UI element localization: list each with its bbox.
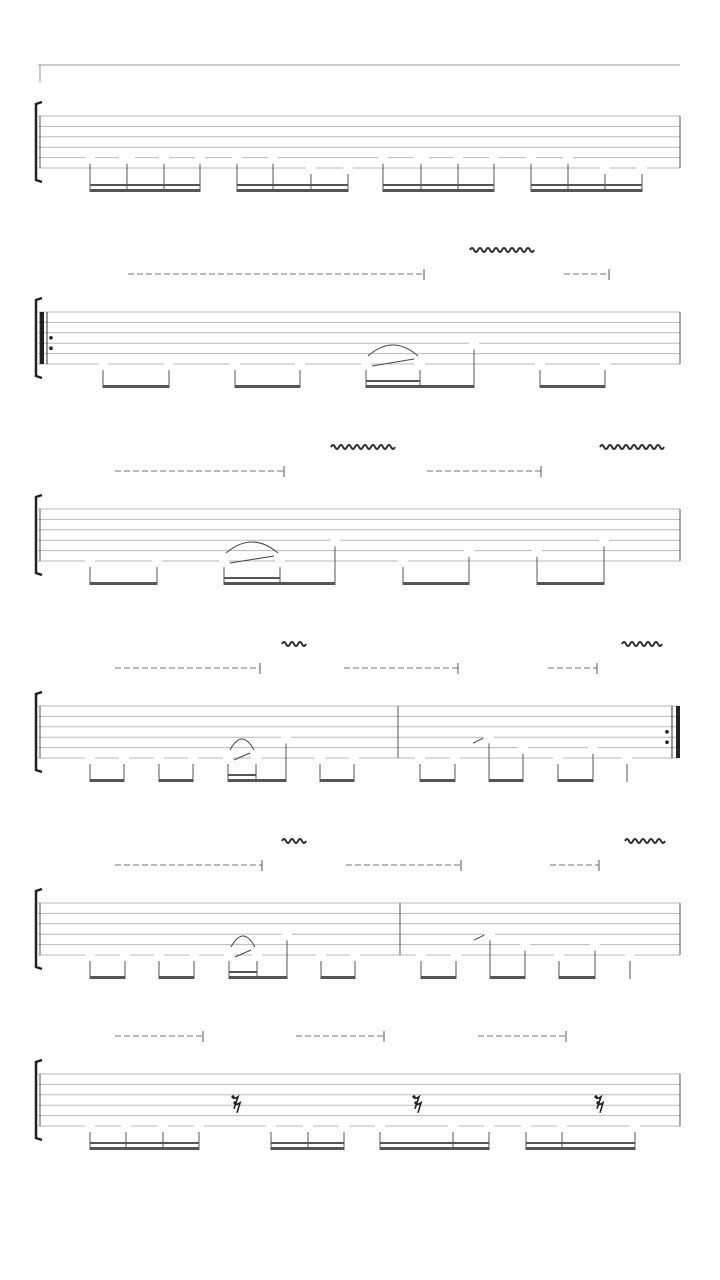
fret-backdrop	[557, 1119, 567, 1132]
fret-backdrop	[85, 948, 95, 961]
beam-secondary	[531, 184, 642, 186]
slur	[230, 739, 254, 750]
beam	[537, 582, 604, 585]
beam-secondary	[237, 184, 348, 186]
repeat-dot	[665, 730, 669, 734]
rest-dot	[414, 1101, 417, 1104]
slide-in-line	[474, 935, 484, 940]
system-bracket	[36, 495, 42, 575]
fret-backdrop	[154, 751, 164, 764]
fret-backdrop	[521, 1119, 531, 1132]
fret-backdrop	[485, 927, 495, 940]
beam	[90, 582, 157, 585]
beam	[420, 779, 455, 782]
fret-backdrop	[349, 751, 359, 764]
rest-dot	[594, 1095, 597, 1098]
fret-backdrop	[532, 544, 542, 557]
beam	[531, 189, 642, 192]
fret-backdrop	[159, 151, 169, 164]
beam-secondary	[229, 971, 257, 973]
beam-secondary	[90, 1142, 199, 1144]
fret-backdrop	[630, 1119, 640, 1132]
pinch-harmonic-wave	[622, 642, 662, 646]
fret-backdrop	[164, 357, 174, 370]
system-bracket	[36, 692, 42, 772]
beam-secondary	[90, 184, 200, 186]
beam-secondary	[224, 577, 280, 579]
fret-backdrop	[232, 151, 242, 164]
fret-backdrop	[518, 741, 528, 754]
pinch-harmonic-wave	[282, 839, 306, 843]
fret-backdrop	[448, 1119, 458, 1132]
fret-backdrop	[303, 1119, 313, 1132]
fret-backdrop	[398, 554, 408, 567]
fret-backdrop	[622, 751, 632, 764]
fret-backdrop	[119, 151, 135, 164]
fret-backdrop	[251, 751, 261, 764]
fret-backdrop	[189, 948, 199, 961]
system-bracket	[36, 889, 42, 969]
rest-dot	[596, 1101, 599, 1104]
beam-secondary	[526, 1142, 635, 1144]
fret-backdrop	[361, 357, 371, 370]
fret-backdrop	[484, 730, 494, 743]
repeat-dot	[665, 740, 669, 744]
fret-backdrop	[330, 533, 340, 546]
fret-backdrop	[281, 730, 291, 743]
beam	[558, 779, 593, 782]
beam-secondary	[380, 1142, 489, 1144]
fret-backdrop	[464, 544, 474, 557]
beam	[90, 779, 124, 782]
fret-backdrop	[489, 151, 499, 164]
fret-backdrop	[188, 751, 198, 764]
beam	[380, 1147, 489, 1150]
fret-backdrop	[343, 161, 353, 174]
fret-backdrop	[252, 948, 262, 961]
fret-backdrop	[453, 151, 463, 164]
fret-backdrop	[154, 948, 164, 961]
fret-backdrop	[85, 554, 95, 567]
beam	[235, 385, 300, 388]
fret-backdrop	[158, 1119, 168, 1132]
fret-backdrop	[306, 161, 316, 174]
beam-secondary	[228, 774, 256, 776]
beam	[103, 385, 169, 388]
rest-dot	[412, 1095, 415, 1098]
beam	[320, 779, 354, 782]
beam-secondary	[383, 184, 494, 186]
rest-dot	[231, 1095, 234, 1098]
fret-backdrop	[451, 948, 461, 961]
fret-backdrop	[119, 751, 129, 764]
fret-backdrop	[535, 357, 545, 370]
fret-backdrop	[339, 1119, 349, 1132]
fret-backdrop	[295, 357, 305, 370]
fret-backdrop	[85, 151, 95, 164]
fret-backdrop	[85, 1119, 95, 1132]
fret-backdrop	[484, 1119, 494, 1132]
pinch-harmonic-wave	[282, 642, 306, 646]
slur	[231, 936, 255, 947]
beam	[237, 189, 348, 192]
beam	[159, 976, 194, 979]
fret-backdrop	[625, 948, 635, 961]
repeat-dot	[49, 346, 53, 350]
fret-backdrop	[526, 151, 536, 164]
slide-in-line	[473, 738, 483, 743]
beam	[271, 1147, 344, 1150]
fret-backdrop	[554, 948, 564, 961]
fret-backdrop	[85, 751, 95, 764]
fret-backdrop	[268, 151, 278, 164]
fret-backdrop	[195, 151, 205, 164]
beam	[540, 385, 605, 388]
slide-line	[234, 753, 250, 760]
slide-line	[230, 556, 274, 563]
fret-backdrop	[588, 741, 598, 754]
fret-backdrop	[350, 948, 360, 961]
system-bracket	[36, 102, 42, 182]
rest-dot	[233, 1101, 236, 1104]
fret-backdrop	[378, 151, 388, 164]
fret-backdrop	[375, 1119, 385, 1132]
slide-line	[372, 359, 414, 366]
fret-backdrop	[194, 1119, 204, 1132]
beam	[489, 779, 523, 782]
fret-backdrop	[469, 336, 479, 349]
fret-backdrop	[152, 554, 162, 567]
fret-backdrop	[590, 938, 600, 951]
beam-secondary	[271, 1142, 344, 1144]
fret-backdrop	[413, 151, 429, 164]
beam	[224, 582, 335, 585]
fret-backdrop	[553, 751, 563, 764]
fret-backdrop	[121, 1119, 131, 1132]
fret-backdrop	[600, 357, 610, 370]
beam	[490, 976, 525, 979]
beam	[321, 976, 355, 979]
fret-backdrop	[98, 357, 108, 370]
system-bracket	[36, 1060, 42, 1140]
beam	[383, 189, 494, 192]
repeat-end-thick-bar	[676, 706, 680, 758]
beam	[421, 976, 456, 979]
beam	[90, 189, 200, 192]
fret-backdrop	[415, 357, 425, 370]
fret-backdrop	[599, 533, 609, 546]
pinch-harmonic-wave	[625, 839, 665, 843]
beam	[228, 779, 286, 782]
fret-backdrop	[316, 948, 326, 961]
slur	[368, 345, 418, 356]
beam	[403, 582, 469, 585]
fret-backdrop	[600, 161, 610, 174]
pinch-harmonic-wave	[470, 248, 534, 252]
fret-backdrop	[520, 938, 530, 951]
fret-backdrop	[223, 751, 233, 764]
fret-backdrop	[282, 927, 292, 940]
beam	[559, 976, 595, 979]
beam	[526, 1147, 635, 1150]
fret-backdrop	[315, 751, 325, 764]
fret-backdrop	[120, 948, 130, 961]
fret-backdrop	[415, 751, 425, 764]
beam-secondary	[366, 380, 420, 382]
fret-backdrop	[637, 161, 647, 174]
pinch-harmonic-wave	[600, 445, 664, 449]
fret-backdrop	[450, 751, 460, 764]
repeat-start-thick-bar	[40, 312, 44, 364]
fret-backdrop	[224, 948, 234, 961]
beam	[90, 1147, 199, 1150]
beam	[159, 779, 193, 782]
fret-backdrop	[416, 948, 426, 961]
fret-backdrop	[230, 357, 240, 370]
beam	[229, 976, 287, 979]
repeat-dot	[49, 336, 53, 340]
slur	[226, 542, 278, 553]
fret-backdrop	[275, 554, 285, 567]
pinch-harmonic-wave	[331, 445, 395, 449]
fret-backdrop	[219, 554, 229, 567]
fret-backdrop	[266, 1119, 276, 1132]
beam	[366, 385, 474, 388]
slide-line	[235, 950, 251, 957]
beam	[90, 976, 125, 979]
fret-backdrop	[563, 151, 573, 164]
